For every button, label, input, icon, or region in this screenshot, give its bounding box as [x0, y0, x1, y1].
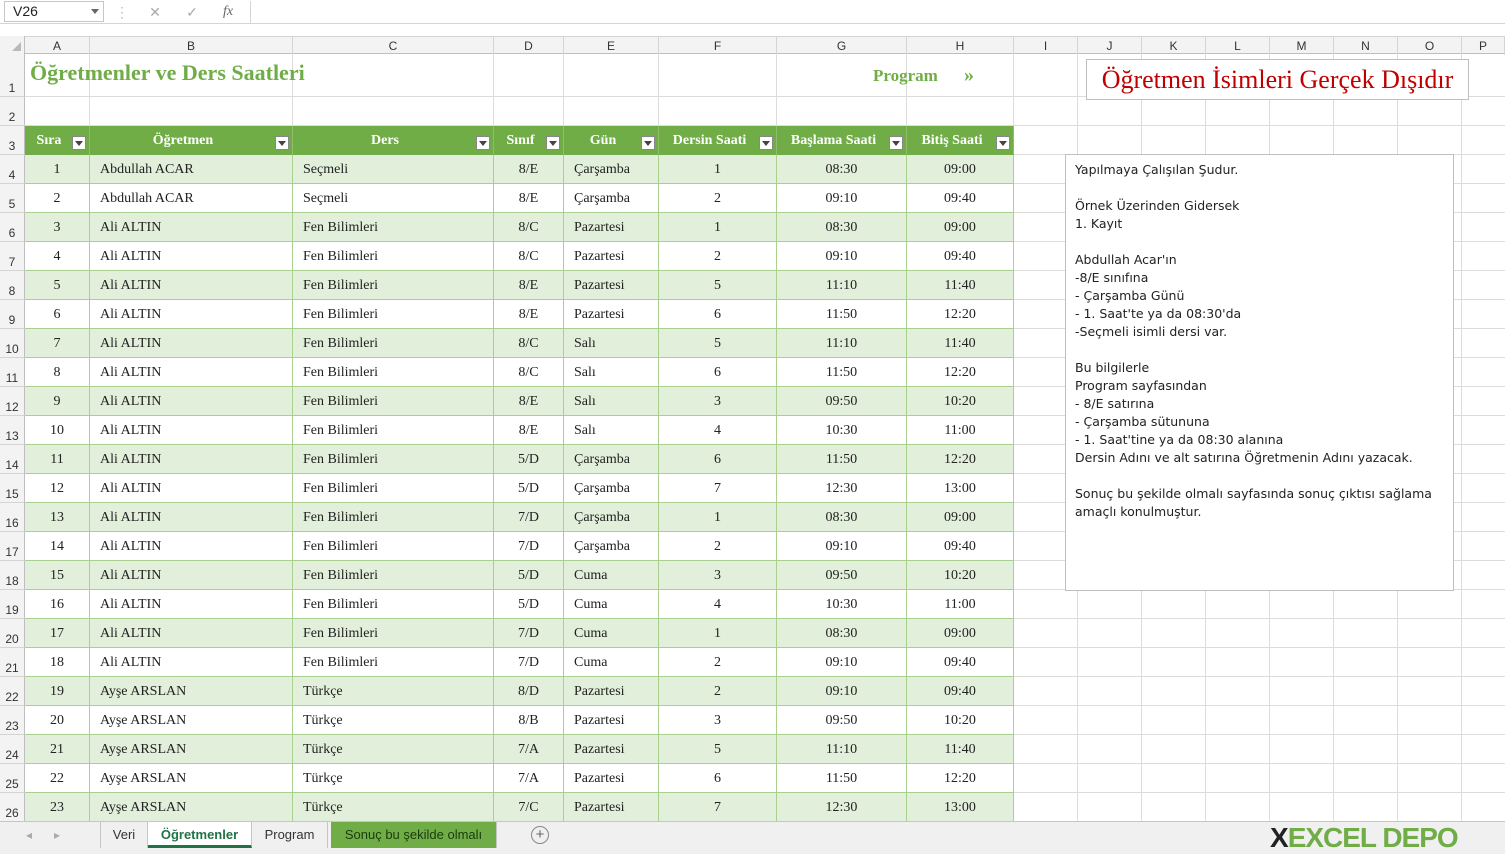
- table-cell[interactable]: Abdullah ACAR: [90, 155, 293, 184]
- table-header-label: Dersin Saati: [672, 133, 747, 148]
- table-cell[interactable]: 10: [25, 416, 90, 445]
- table-cell[interactable]: 5: [25, 271, 90, 300]
- table-cell[interactable]: Pazartesi: [564, 242, 659, 271]
- formula-input[interactable]: [250, 1, 1505, 23]
- column-header-a[interactable]: A: [25, 37, 90, 55]
- watermark-prefix: X: [1270, 822, 1288, 853]
- table-cell[interactable]: 17: [25, 619, 90, 648]
- table-cell[interactable]: 09:10: [777, 184, 907, 213]
- table-cell[interactable]: Fen Bilimleri: [293, 271, 494, 300]
- table-cell[interactable]: 7: [25, 329, 90, 358]
- table-header-label: Sınıf: [506, 133, 535, 148]
- table-header-label: Öğretmen: [152, 133, 214, 148]
- table-cell[interactable]: 8: [25, 358, 90, 387]
- table-cell[interactable]: 09:50: [777, 561, 907, 590]
- table-cell[interactable]: Cuma: [564, 619, 659, 648]
- note-line: -8/E sınıfına: [1075, 270, 1149, 285]
- table-cell[interactable]: Fen Bilimleri: [293, 416, 494, 445]
- column-header-h[interactable]: H: [907, 37, 1014, 55]
- table-cell[interactable]: Ali ALTIN: [90, 561, 293, 590]
- table-cell[interactable]: 13: [25, 503, 90, 532]
- table-header-cell: [90, 126, 293, 155]
- row-header-1[interactable]: 1: [0, 54, 25, 97]
- table-cell[interactable]: Pazartesi: [564, 677, 659, 706]
- table-cell[interactable]: Fen Bilimleri: [293, 300, 494, 329]
- table-cell[interactable]: 12:20: [907, 358, 1014, 387]
- table-cell[interactable]: 11:00: [907, 590, 1014, 619]
- note-line: - 1. Saat'te ya da 08:30'da: [1075, 306, 1242, 321]
- table-cell[interactable]: 14: [25, 532, 90, 561]
- table-cell[interactable]: Ali ALTIN: [90, 619, 293, 648]
- table-cell[interactable]: Seçmeli: [293, 155, 494, 184]
- table-cell[interactable]: Ali ALTIN: [90, 242, 293, 271]
- table-cell[interactable]: 7: [659, 474, 777, 503]
- table-cell[interactable]: Fen Bilimleri: [293, 532, 494, 561]
- table-cell[interactable]: Fen Bilimleri: [293, 213, 494, 242]
- table-header-cell: [293, 126, 494, 155]
- table-header-label: Bitiş Saati: [921, 133, 983, 148]
- table-cell[interactable]: Türkçe: [293, 735, 494, 764]
- table-cell[interactable]: Fen Bilimleri: [293, 387, 494, 416]
- table-cell[interactable]: 1: [659, 213, 777, 242]
- table-cell[interactable]: 7/D: [494, 532, 564, 561]
- row-header-13[interactable]: 13: [0, 416, 25, 445]
- double-chevron-right-icon[interactable]: »: [964, 64, 974, 86]
- table-header-cell: [25, 126, 90, 155]
- table-cell[interactable]: 08:30: [777, 213, 907, 242]
- table-cell[interactable]: 12:20: [907, 300, 1014, 329]
- table-cell[interactable]: 16: [25, 590, 90, 619]
- table-cell[interactable]: 09:10: [777, 648, 907, 677]
- table-cell[interactable]: 11:50: [777, 764, 907, 793]
- row-header-5[interactable]: 5: [0, 184, 25, 213]
- table-cell[interactable]: 12:30: [777, 793, 907, 822]
- note-textbox[interactable]: [1065, 154, 1454, 591]
- table-cell[interactable]: 6: [659, 300, 777, 329]
- table-cell[interactable]: 2: [25, 184, 90, 213]
- column-header-e[interactable]: E: [564, 37, 659, 55]
- column-header-k[interactable]: K: [1142, 37, 1206, 55]
- row-header-4[interactable]: 4: [0, 155, 25, 184]
- table-cell[interactable]: 18: [25, 648, 90, 677]
- row-header-6[interactable]: 6: [0, 213, 25, 242]
- table-cell[interactable]: 7/D: [494, 619, 564, 648]
- table-cell[interactable]: 6: [659, 445, 777, 474]
- note-line: Sonuç bu şekilde olmalı sayfasında sonuç çıktısı sağlama: [1075, 486, 1432, 501]
- table-cell[interactable]: 4: [25, 242, 90, 271]
- table-cell[interactable]: Fen Bilimleri: [293, 242, 494, 271]
- table-cell[interactable]: 09:00: [907, 213, 1014, 242]
- row-header-11[interactable]: 11: [0, 358, 25, 387]
- column-header-g[interactable]: G: [777, 37, 907, 55]
- table-cell[interactable]: Cuma: [564, 561, 659, 590]
- table-cell[interactable]: 9: [25, 387, 90, 416]
- table-cell[interactable]: 15: [25, 561, 90, 590]
- note-line: - Çarşamba sütununa: [1075, 414, 1210, 429]
- table-cell[interactable]: Ali ALTIN: [90, 358, 293, 387]
- table-cell[interactable]: 11:50: [777, 445, 907, 474]
- table-cell[interactable]: 09:40: [907, 677, 1014, 706]
- table-cell[interactable]: 19: [25, 677, 90, 706]
- table-cell[interactable]: 5/D: [494, 590, 564, 619]
- enter-icon[interactable]: ✓: [186, 4, 198, 20]
- table-cell[interactable]: 12:20: [907, 445, 1014, 474]
- table-cell[interactable]: 5/D: [494, 561, 564, 590]
- note-line: [1075, 467, 1444, 485]
- table-cell[interactable]: Ali ALTIN: [90, 532, 293, 561]
- table-cell[interactable]: 1: [659, 619, 777, 648]
- table-cell[interactable]: 3: [659, 387, 777, 416]
- table-cell[interactable]: 8/E: [494, 300, 564, 329]
- table-cell[interactable]: 5/D: [494, 474, 564, 503]
- table-cell[interactable]: 11:40: [907, 735, 1014, 764]
- table-cell[interactable]: 8/E: [494, 271, 564, 300]
- table-header-cell: [659, 126, 777, 155]
- row-header-3[interactable]: 3: [0, 126, 25, 155]
- table-cell[interactable]: 11:50: [777, 300, 907, 329]
- table-cell[interactable]: Türkçe: [293, 793, 494, 822]
- table-cell[interactable]: Ali ALTIN: [90, 503, 293, 532]
- table-cell[interactable]: 09:10: [777, 532, 907, 561]
- row-header-20[interactable]: 20: [0, 619, 25, 648]
- row-header-2[interactable]: 2: [0, 97, 25, 126]
- table-cell[interactable]: 2: [659, 648, 777, 677]
- table-cell[interactable]: Fen Bilimleri: [293, 445, 494, 474]
- table-cell[interactable]: 7/A: [494, 764, 564, 793]
- table-cell[interactable]: Ali ALTIN: [90, 387, 293, 416]
- table-cell[interactable]: Seçmeli: [293, 184, 494, 213]
- table-cell[interactable]: Fen Bilimleri: [293, 561, 494, 590]
- table-cell[interactable]: 13:00: [907, 474, 1014, 503]
- name-box[interactable]: [4, 1, 104, 22]
- table-header-label: Ders: [371, 133, 399, 148]
- row-header-21[interactable]: 21: [0, 648, 25, 677]
- table-cell[interactable]: 3: [659, 706, 777, 735]
- chevron-down-icon[interactable]: [91, 9, 99, 14]
- table-cell[interactable]: Çarşamba: [564, 532, 659, 561]
- table-cell[interactable]: 21: [25, 735, 90, 764]
- table-cell[interactable]: Fen Bilimleri: [293, 590, 494, 619]
- table-cell[interactable]: Ayşe ARSLAN: [90, 706, 293, 735]
- insert-function-icon[interactable]: fx: [222, 4, 234, 19]
- filter-dropdown-icon[interactable]: [72, 136, 86, 150]
- tab-prev-icon[interactable]: ◂: [26, 828, 33, 842]
- table-cell[interactable]: Fen Bilimleri: [293, 503, 494, 532]
- table-cell[interactable]: Fen Bilimleri: [293, 648, 494, 677]
- watermark-logo: [1270, 821, 1458, 854]
- table-cell[interactable]: 08:30: [777, 619, 907, 648]
- row-header-24[interactable]: 24: [0, 735, 25, 764]
- table-cell[interactable]: Ali ALTIN: [90, 590, 293, 619]
- table-cell[interactable]: Salı: [564, 387, 659, 416]
- table-cell[interactable]: Cuma: [564, 590, 659, 619]
- table-header-cell: [494, 126, 564, 155]
- table-cell[interactable]: Ali ALTIN: [90, 300, 293, 329]
- note-line: Dersin Adını ve alt satırına Öğretmenin Adını yazacak.: [1075, 450, 1413, 465]
- table-cell[interactable]: 8/B: [494, 706, 564, 735]
- note-line: Örnek Üzerinden Gidersek: [1075, 198, 1240, 213]
- row-header-15[interactable]: 15: [0, 474, 25, 503]
- note-line: [1075, 341, 1444, 359]
- table-cell[interactable]: Pazartesi: [564, 793, 659, 822]
- table-cell[interactable]: 11:10: [777, 271, 907, 300]
- table-cell[interactable]: 10:20: [907, 387, 1014, 416]
- table-cell[interactable]: 5: [659, 329, 777, 358]
- column-header-j[interactable]: J: [1078, 37, 1142, 55]
- row-header-19[interactable]: 19: [0, 590, 25, 619]
- table-cell[interactable]: 09:10: [777, 677, 907, 706]
- tab-next-icon[interactable]: ▸: [54, 828, 61, 842]
- column-header-c[interactable]: C: [293, 37, 494, 55]
- table-cell[interactable]: 10:20: [907, 561, 1014, 590]
- table-cell[interactable]: 11:40: [907, 329, 1014, 358]
- note-line: - Çarşamba Günü: [1075, 288, 1185, 303]
- row-header-9[interactable]: 9: [0, 300, 25, 329]
- table-cell[interactable]: 23: [25, 793, 90, 822]
- table-cell[interactable]: 7: [659, 793, 777, 822]
- table-cell[interactable]: Fen Bilimleri: [293, 358, 494, 387]
- table-cell[interactable]: Çarşamba: [564, 184, 659, 213]
- note-line: 1. Kayıt: [1075, 216, 1123, 231]
- table-cell[interactable]: Çarşamba: [564, 155, 659, 184]
- table-cell[interactable]: 8/C: [494, 358, 564, 387]
- column-header-m[interactable]: M: [1270, 37, 1334, 55]
- name-box-value: V26: [13, 3, 38, 19]
- table-cell[interactable]: 1: [659, 503, 777, 532]
- table-cell[interactable]: Pazartesi: [564, 271, 659, 300]
- row-header-26[interactable]: 26: [0, 793, 25, 822]
- column-header-n[interactable]: N: [1334, 37, 1398, 55]
- row-header-23[interactable]: 23: [0, 706, 25, 735]
- table-cell[interactable]: Ayşe ARSLAN: [90, 793, 293, 822]
- tab-veri[interactable]: Veri: [100, 822, 148, 848]
- table-cell[interactable]: 2: [659, 242, 777, 271]
- note-line: [1075, 233, 1444, 251]
- table-cell[interactable]: 12:20: [907, 764, 1014, 793]
- note-line: amaçlı konulmuştur.: [1075, 504, 1202, 519]
- table-cell[interactable]: 08:30: [777, 503, 907, 532]
- row-header-8[interactable]: 8: [0, 271, 25, 300]
- table-cell[interactable]: 8/E: [494, 155, 564, 184]
- watermark-text: EXCEL DEPO: [1287, 822, 1458, 853]
- table-cell[interactable]: Ayşe ARSLAN: [90, 677, 293, 706]
- table-cell[interactable]: 11:10: [777, 329, 907, 358]
- sheet-title: Öğretmenler ve Ders Saatleri: [30, 60, 305, 85]
- table-cell[interactable]: 8/D: [494, 677, 564, 706]
- table-cell[interactable]: Fen Bilimleri: [293, 329, 494, 358]
- table-cell[interactable]: 7/C: [494, 793, 564, 822]
- table-cell[interactable]: 10:20: [907, 706, 1014, 735]
- filter-dropdown-icon[interactable]: [889, 136, 903, 150]
- table-cell[interactable]: 09:40: [907, 648, 1014, 677]
- table-header-label: Başlama Saati: [790, 133, 877, 148]
- table-cell[interactable]: 09:50: [777, 706, 907, 735]
- table-cell[interactable]: Türkçe: [293, 677, 494, 706]
- table-cell[interactable]: 8/E: [494, 184, 564, 213]
- table-cell[interactable]: 3: [659, 561, 777, 590]
- table-cell[interactable]: 5: [659, 735, 777, 764]
- row-header-22[interactable]: 22: [0, 677, 25, 706]
- row-header-14[interactable]: 14: [0, 445, 25, 474]
- table-cell[interactable]: 11:40: [907, 271, 1014, 300]
- table-cell[interactable]: Ali ALTIN: [90, 213, 293, 242]
- table-cell[interactable]: 7/D: [494, 648, 564, 677]
- table-cell[interactable]: 2: [659, 532, 777, 561]
- filter-dropdown-icon[interactable]: [996, 136, 1010, 150]
- select-all-corner[interactable]: [0, 36, 25, 54]
- table-cell[interactable]: Salı: [564, 416, 659, 445]
- table-cell[interactable]: 8/C: [494, 213, 564, 242]
- column-header-p[interactable]: P: [1462, 37, 1505, 55]
- table-cell[interactable]: Çarşamba: [564, 503, 659, 532]
- table-cell[interactable]: 10:30: [777, 416, 907, 445]
- table-cell[interactable]: Ali ALTIN: [90, 648, 293, 677]
- table-cell[interactable]: Ali ALTIN: [90, 474, 293, 503]
- note-line: - 1. Saat'tine ya da 08:30 alanına: [1075, 432, 1284, 447]
- note-line: [1075, 179, 1444, 197]
- table-cell[interactable]: 09:50: [777, 387, 907, 416]
- row-header-12[interactable]: 12: [0, 387, 25, 416]
- table-cell[interactable]: 8/C: [494, 329, 564, 358]
- table-cell[interactable]: 09:00: [907, 503, 1014, 532]
- filter-dropdown-icon[interactable]: [275, 136, 289, 150]
- table-header-cell: [777, 126, 907, 155]
- table-cell[interactable]: 12:30: [777, 474, 907, 503]
- tab-program[interactable]: Program: [252, 822, 328, 848]
- table-cell[interactable]: Pazartesi: [564, 764, 659, 793]
- note-line: Abdullah Acar'ın: [1075, 252, 1177, 267]
- note-line: Bu bilgilerle: [1075, 360, 1150, 375]
- table-cell[interactable]: Fen Bilimleri: [293, 474, 494, 503]
- table-cell[interactable]: 08:30: [777, 155, 907, 184]
- note-line: Yapılmaya Çalışılan Şudur.: [1075, 162, 1239, 177]
- table-cell[interactable]: 22: [25, 764, 90, 793]
- table-cell[interactable]: 7/A: [494, 735, 564, 764]
- table-header-label: Gün: [589, 133, 617, 148]
- column-header-i[interactable]: I: [1014, 37, 1078, 55]
- table-cell[interactable]: 09:00: [907, 155, 1014, 184]
- table-cell[interactable]: Pazartesi: [564, 706, 659, 735]
- column-header-d[interactable]: D: [494, 37, 564, 55]
- add-sheet-icon[interactable]: +: [531, 826, 549, 844]
- row-header-10[interactable]: 10: [0, 329, 25, 358]
- table-cell[interactable]: Ali ALTIN: [90, 329, 293, 358]
- tab-sonuc[interactable]: Sonuç bu şekilde olmalı: [331, 822, 497, 848]
- row-header-18[interactable]: 18: [0, 561, 25, 590]
- table-cell[interactable]: Ali ALTIN: [90, 445, 293, 474]
- table-cell[interactable]: 09:40: [907, 184, 1014, 213]
- table-header-cell: [907, 126, 1014, 155]
- table-cell[interactable]: 6: [659, 764, 777, 793]
- table-header-cell: [564, 126, 659, 155]
- column-header-l[interactable]: L: [1206, 37, 1270, 55]
- table-cell[interactable]: 4: [659, 590, 777, 619]
- note-line: Program sayfasından: [1075, 378, 1207, 393]
- note-line: - 8/E satırına: [1075, 396, 1155, 411]
- column-header-b[interactable]: B: [90, 37, 293, 55]
- table-cell[interactable]: 13:00: [907, 793, 1014, 822]
- table-cell[interactable]: Çarşamba: [564, 445, 659, 474]
- table-cell[interactable]: 10:30: [777, 590, 907, 619]
- filter-dropdown-icon[interactable]: [759, 136, 773, 150]
- table-cell[interactable]: 6: [659, 358, 777, 387]
- table-cell[interactable]: Ali ALTIN: [90, 416, 293, 445]
- table-cell[interactable]: Cuma: [564, 648, 659, 677]
- table-cell[interactable]: Abdullah ACAR: [90, 184, 293, 213]
- table-cell[interactable]: 1: [25, 155, 90, 184]
- table-cell[interactable]: 11:10: [777, 735, 907, 764]
- table-header-label: Sıra: [36, 133, 62, 148]
- table-cell[interactable]: Türkçe: [293, 764, 494, 793]
- table-cell[interactable]: 09:10: [777, 242, 907, 271]
- table-cell[interactable]: 3: [25, 213, 90, 242]
- program-link[interactable]: Program: [873, 66, 938, 85]
- table-cell[interactable]: Pazartesi: [564, 735, 659, 764]
- table-cell[interactable]: 11: [25, 445, 90, 474]
- table-cell[interactable]: 6: [25, 300, 90, 329]
- table-cell[interactable]: 8/C: [494, 242, 564, 271]
- formula-bar: [0, 0, 1505, 24]
- table-cell[interactable]: 12: [25, 474, 90, 503]
- table-cell[interactable]: 4: [659, 416, 777, 445]
- row-header-25[interactable]: 25: [0, 764, 25, 793]
- table-cell[interactable]: Pazartesi: [564, 300, 659, 329]
- table-cell[interactable]: Ayşe ARSLAN: [90, 764, 293, 793]
- table-cell[interactable]: Çarşamba: [564, 474, 659, 503]
- table-cell[interactable]: 5/D: [494, 445, 564, 474]
- more-icon: ⋮: [115, 4, 129, 20]
- column-header-o[interactable]: O: [1398, 37, 1462, 55]
- row-header-7[interactable]: 7: [0, 242, 25, 271]
- filter-dropdown-icon[interactable]: [641, 136, 655, 150]
- table-cell[interactable]: Fen Bilimleri: [293, 619, 494, 648]
- tab-ogretmenler[interactable]: Öğretmenler: [148, 822, 252, 848]
- table-cell[interactable]: Ayşe ARSLAN: [90, 735, 293, 764]
- table-cell[interactable]: Türkçe: [293, 706, 494, 735]
- table-cell[interactable]: 8/E: [494, 387, 564, 416]
- table-cell[interactable]: 2: [659, 677, 777, 706]
- table-cell[interactable]: Pazartesi: [564, 213, 659, 242]
- table-cell[interactable]: 8/E: [494, 416, 564, 445]
- row-header-16[interactable]: 16: [0, 503, 25, 532]
- table-cell[interactable]: 09:40: [907, 532, 1014, 561]
- table-cell[interactable]: 20: [25, 706, 90, 735]
- table-cell[interactable]: Salı: [564, 329, 659, 358]
- table-cell[interactable]: 1: [659, 155, 777, 184]
- filter-dropdown-icon[interactable]: [476, 136, 490, 150]
- row-header-17[interactable]: 17: [0, 532, 25, 561]
- table-cell[interactable]: Ali ALTIN: [90, 271, 293, 300]
- table-cell[interactable]: 09:00: [907, 619, 1014, 648]
- column-header-f[interactable]: F: [659, 37, 777, 55]
- table-cell[interactable]: 5: [659, 271, 777, 300]
- table-cell[interactable]: 11:50: [777, 358, 907, 387]
- table-cell[interactable]: 11:00: [907, 416, 1014, 445]
- cancel-icon[interactable]: ✕: [149, 4, 161, 20]
- filter-dropdown-icon[interactable]: [546, 136, 560, 150]
- table-cell[interactable]: 2: [659, 184, 777, 213]
- table-cell[interactable]: 7/D: [494, 503, 564, 532]
- note-line: -Seçmeli isimli dersi var.: [1075, 324, 1228, 339]
- table-cell[interactable]: Salı: [564, 358, 659, 387]
- warning-banner: Öğretmen İsimleri Gerçek Dışıdır: [1086, 59, 1469, 100]
- table-cell[interactable]: 09:40: [907, 242, 1014, 271]
